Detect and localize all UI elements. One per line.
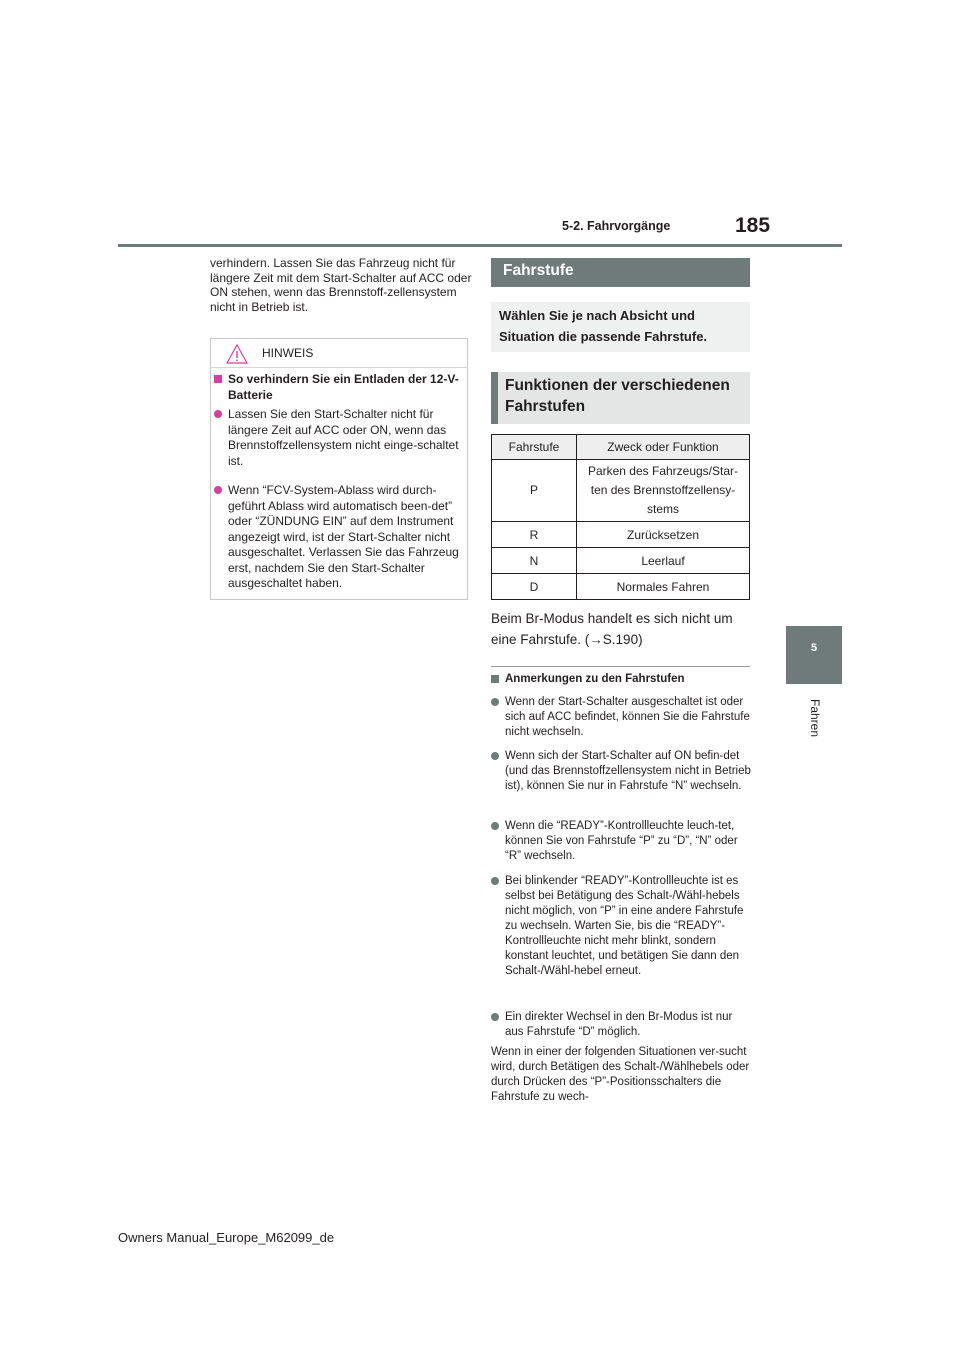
- chapter-tab: [786, 626, 842, 684]
- gear-table: [491, 434, 750, 600]
- round-bullet-icon: [491, 822, 499, 830]
- table-cell: N: [492, 548, 577, 574]
- notice-list-item: [214, 407, 464, 469]
- br-mode-note: Beim Br-Modus handelt es sich nicht um eine Fahrstufe. (→S.190): [491, 611, 733, 647]
- remark-text: Wenn die “READY”-Kontrollleuchte leuch-tet, können Sie von Fahrstufe “P” zu “D”, “N” oder “R” wechseln.: [505, 820, 738, 862]
- table-cell: Zurücksetzen: [577, 522, 750, 548]
- remarks-heading-item: [491, 672, 751, 687]
- table-cell: Leerlauf: [577, 548, 750, 574]
- remark-item: [491, 819, 751, 864]
- subsection-accent: [491, 372, 498, 424]
- round-bullet-icon: [214, 486, 222, 494]
- section-divider: [491, 666, 750, 667]
- chapter-label-text: Fahren: [808, 698, 822, 738]
- table-header-row: [492, 435, 750, 460]
- remarks-heading: Anmerkungen zu den Fahrstufen: [505, 673, 685, 685]
- chapter-tab-number: 5: [810, 642, 818, 654]
- table-row: [492, 548, 750, 574]
- table-cell: P: [492, 460, 577, 522]
- remark-item: [491, 874, 751, 979]
- notice-heading-item: [214, 372, 464, 403]
- remark-item: [491, 749, 751, 794]
- closing-paragraph: Wenn in einer der folgenden Situationen ver-sucht wird, durch Betätigen des Schalt-/Wählhebels oder durch Drücken des “P”-Positionsschalters die Fahrstufe zu wech-: [491, 1046, 750, 1103]
- square-bullet-icon: [214, 375, 222, 383]
- section-breadcrumb: 5-2. Fahrvorgänge: [562, 219, 671, 233]
- section-intro: Wählen Sie je nach Absicht und Situation die passende Fahrstufe.: [499, 308, 708, 344]
- chapter-label: [800, 688, 830, 748]
- remark-text: Ein direkter Wechsel in den Br-Modus ist nur aus Fahrstufe “D” möglich.: [505, 1011, 733, 1038]
- square-bullet-icon: [491, 675, 499, 683]
- table-row: [492, 574, 750, 600]
- table-row: [492, 522, 750, 548]
- table-cell: R: [492, 522, 577, 548]
- remark-text: Wenn sich der Start-Schalter auf ON befin-det (und das Brennstoffzellensystem nicht in Betrieb ist), können Sie nur in Fahrstufe “N” wechseln.: [505, 750, 751, 792]
- notice-divider: [210, 367, 468, 368]
- notice-list-item: [214, 483, 464, 592]
- subsection-title: Funktionen der verschiedenen Fahrstufen: [505, 377, 730, 415]
- notice-item-text: Lassen Sie den Start-Schalter nicht für längere Zeit auf ACC oder ON, wenn das Brennstoffzellensystem nicht einge-schaltet ist.: [228, 407, 459, 468]
- remark-item: [491, 1010, 751, 1040]
- header-rule: [118, 244, 842, 247]
- table-header-cell: Zweck oder Funktion: [577, 435, 750, 460]
- table-row: [492, 460, 750, 522]
- round-bullet-icon: [491, 698, 499, 706]
- remark-item: [491, 695, 751, 740]
- round-bullet-icon: [491, 877, 499, 885]
- round-bullet-icon: [214, 410, 222, 418]
- round-bullet-icon: [491, 1013, 499, 1021]
- warning-icon: [226, 344, 248, 364]
- notice-heading: So verhindern Sie ein Entladen der 12-V-Batterie: [228, 372, 459, 402]
- table-cell: D: [492, 574, 577, 600]
- remark-text: Wenn der Start-Schalter ausgeschaltet ist oder sich auf ACC befindet, können Sie die Fahrstufe nicht wechseln.: [505, 696, 750, 738]
- intro-paragraph: verhindern. Lassen Sie das Fahrzeug nicht für längere Zeit mit dem Start-Schalter auf ACC oder ON stehen, wenn das Brennstoff-zellensystem nicht in Betrieb ist.: [210, 256, 472, 314]
- notice-item-text: Wenn “FCV-System-Ablass wird durch-geführt Ablass wird automatisch been-det” oder “ZÜNDUNG EIN” auf dem Instrument angezeigt wird, ist der Start-Schalter nicht ausgeschaltet. Verlassen Sie das Fahrzeug erst, nachdem Sie den Start-Schalter ausgeschaltet haben.: [228, 483, 459, 590]
- table-cell: Normales Fahren: [577, 574, 750, 600]
- table-cell: Parken des Fahrzeugs/Star-ten des Brennstoffzellensy-stems: [577, 460, 750, 522]
- page-number: 185: [735, 214, 771, 237]
- round-bullet-icon: [491, 752, 499, 760]
- table-header-cell: Fahrstufe: [492, 435, 577, 460]
- document-footer: Owners Manual_Europe_M62099_de: [118, 1230, 335, 1245]
- remark-text: Bei blinkender “READY”-Kontrollleuchte ist es selbst bei Betätigung des Schalt-/Wähl-hebels nicht möglich, von “P” in eine andere Fahrstufe zu wechseln. Warten Sie, bis die “READY”-Kontrollleuchte nicht mehr blinkt, sondern konstant leuchtet, und betätigen Sie dann den Schalt-/Wähl-hebel erneut.: [505, 875, 744, 977]
- notice-title: HINWEIS: [262, 346, 314, 360]
- section-title: Fahrstufe: [503, 262, 574, 279]
